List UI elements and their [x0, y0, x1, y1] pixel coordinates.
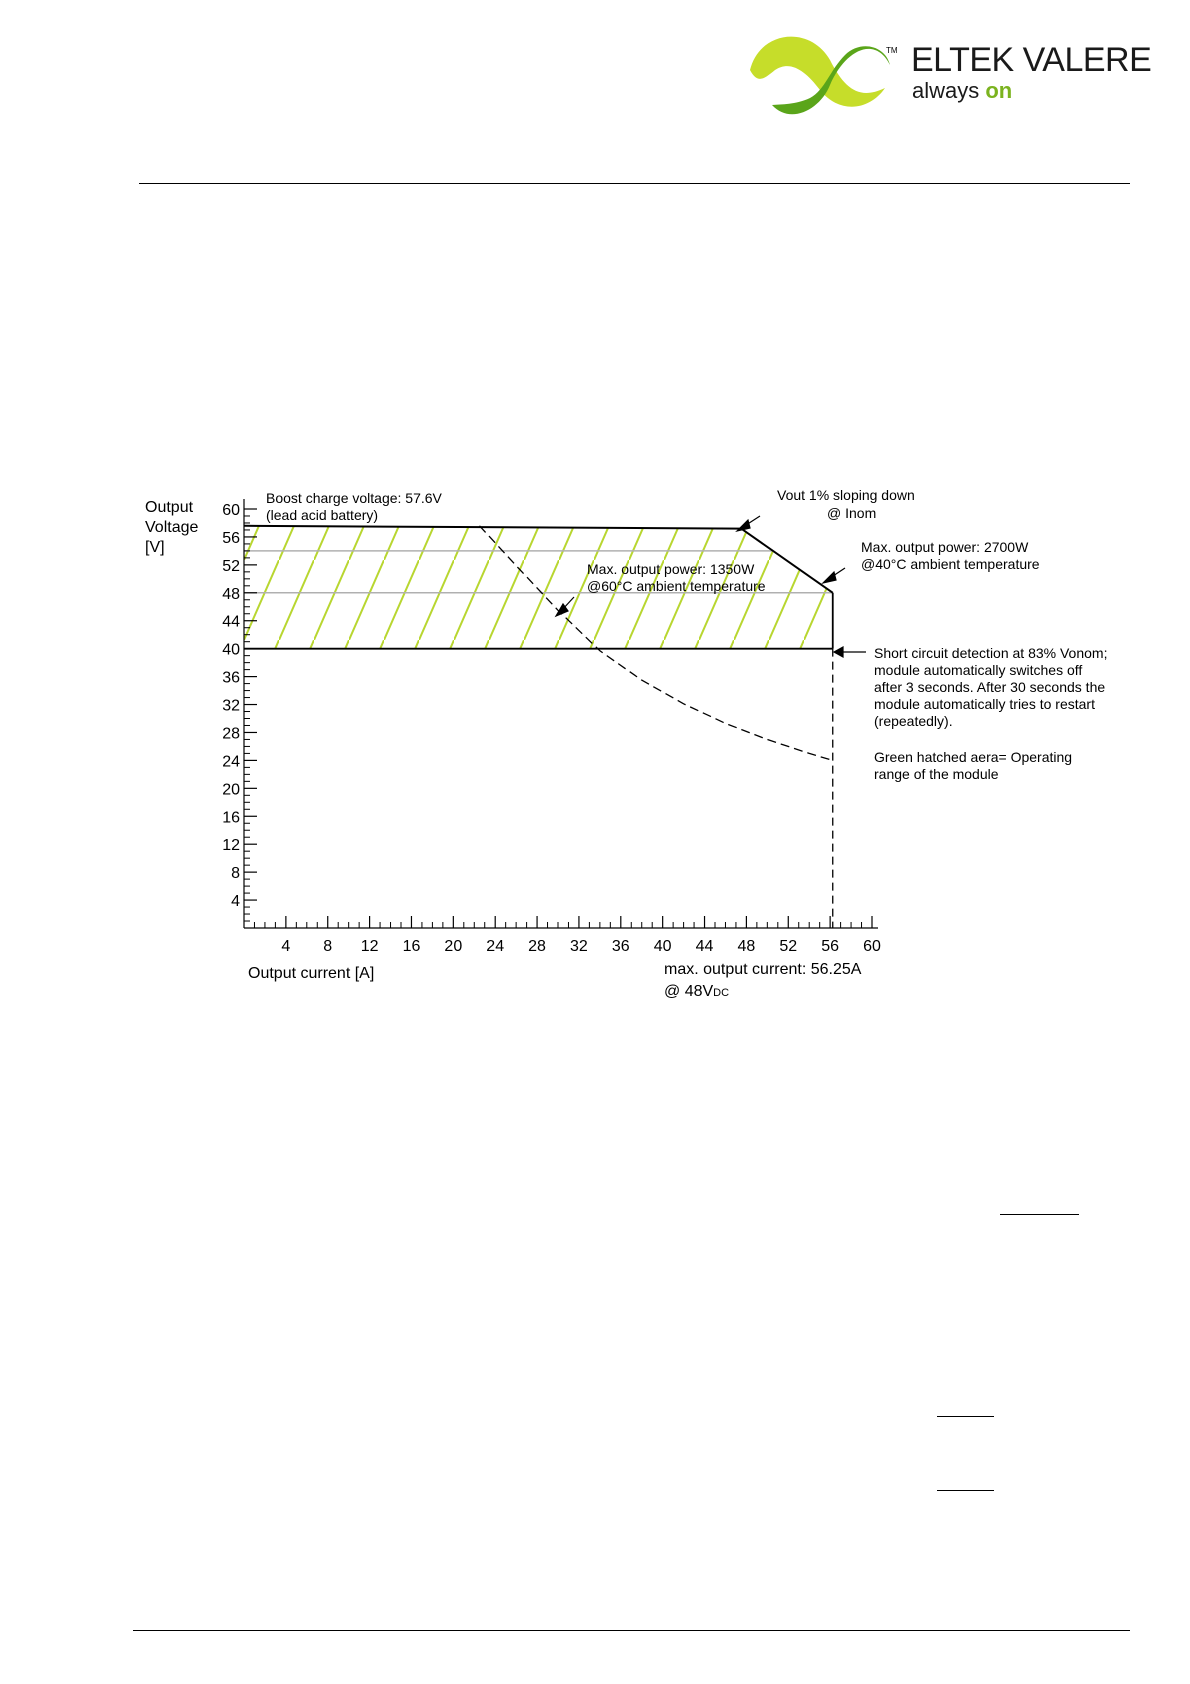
short-annotation-line-4: module automatically tries to restart — [874, 696, 1095, 712]
vout-annotation-line-1: Vout 1% sloping down — [777, 487, 915, 503]
brand-name: ELTEK VALERE — [911, 41, 1152, 79]
footer-rule — [133, 1630, 1130, 1631]
boost-annotation-line-2: (lead acid battery) — [266, 507, 379, 523]
at-48v-subscript: DC — [713, 987, 730, 999]
y-tick-label: 8 — [231, 865, 240, 883]
x-tick-label: 48 — [737, 938, 756, 955]
x-tick-label: 32 — [570, 938, 588, 955]
short-annotation-line-2: module automatically switches off — [874, 662, 1083, 678]
green-annotation-line-1: Green hatched aera= Operating — [874, 749, 1073, 765]
tagline-prefix: always — [912, 78, 986, 103]
y-tick-label: 28 — [222, 725, 240, 743]
y-tick-label: 36 — [222, 669, 240, 687]
arrow-vout-head — [737, 520, 750, 531]
arrow-short-head — [834, 647, 843, 657]
at-48v-annotation — [664, 983, 729, 1000]
underline-3 — [937, 1490, 994, 1491]
x-tick-label: 8 — [323, 938, 333, 955]
x-minor-ticks — [254, 922, 861, 928]
y-tick-label: 40 — [222, 641, 240, 659]
y-tick-label: 56 — [222, 529, 240, 547]
p2700-annotation-line-2: @40°C ambient temperature — [861, 556, 1040, 572]
x-tick-label: 24 — [486, 938, 505, 955]
y-tick-label: 24 — [222, 753, 240, 771]
y-tick-label: 60 — [222, 502, 240, 519]
x-tick-label: 4 — [281, 938, 291, 955]
at-48v-text: @ 48V — [664, 983, 714, 1000]
y-tick-label: 20 — [222, 781, 240, 799]
x-tick-label: 16 — [402, 938, 421, 955]
x-axis-label: Output current [A] — [248, 965, 375, 982]
x-tick-label: 44 — [695, 938, 714, 955]
y-tick-label: 44 — [222, 613, 240, 631]
y-label-line-1: Output — [145, 499, 194, 516]
p2700-annotation-line-1: Max. output power: 2700W — [861, 539, 1029, 555]
y-label-line-3: [V] — [145, 539, 165, 556]
y-tick-label: 48 — [222, 585, 240, 603]
arrow-2700-head — [823, 572, 836, 583]
y-tick-label: 4 — [231, 893, 240, 911]
short-annotation-line-3: after 3 seconds. After 30 seconds the — [874, 679, 1106, 695]
short-annotation-line-1: Short circuit detection at 83% Vonom; — [874, 645, 1108, 661]
x-ticks — [281, 916, 881, 955]
boost-annotation-line-1: Boost charge voltage: 57.6V — [266, 490, 442, 506]
y-label-line-2: Voltage — [145, 519, 199, 536]
y-tick-label: 12 — [222, 837, 240, 855]
vout-annotation-line-2: @ Inom — [827, 505, 877, 521]
tagline-emphasis: on — [985, 78, 1013, 103]
x-tick-label: 36 — [611, 938, 630, 955]
x-tick-label: 52 — [779, 938, 798, 955]
underline-1 — [1000, 1214, 1079, 1215]
green-annotation-line-2: range of the module — [874, 766, 999, 782]
x-tick-label: 28 — [528, 938, 546, 955]
y-tick-label: 32 — [222, 697, 240, 715]
y-tick-label: 16 — [222, 809, 240, 827]
short-annotation-line-5: (repeatedly). — [874, 713, 953, 729]
x-tick-label: 20 — [444, 938, 463, 955]
x-tick-label: 56 — [821, 938, 840, 955]
p1350-annotation-line-1: Max. output power: 1350W — [587, 561, 755, 577]
y-tick-label: 52 — [222, 557, 240, 575]
max-current-annotation: max. output current: 56.25A — [664, 961, 862, 978]
underline-2 — [937, 1416, 994, 1417]
x-tick-label: 12 — [360, 938, 379, 955]
p1350-annotation-line-2: @60°C ambient temperature — [587, 578, 766, 594]
x-tick-label: 40 — [653, 938, 672, 955]
x-tick-label: 60 — [863, 938, 881, 955]
trademark-label: TM — [886, 46, 898, 55]
